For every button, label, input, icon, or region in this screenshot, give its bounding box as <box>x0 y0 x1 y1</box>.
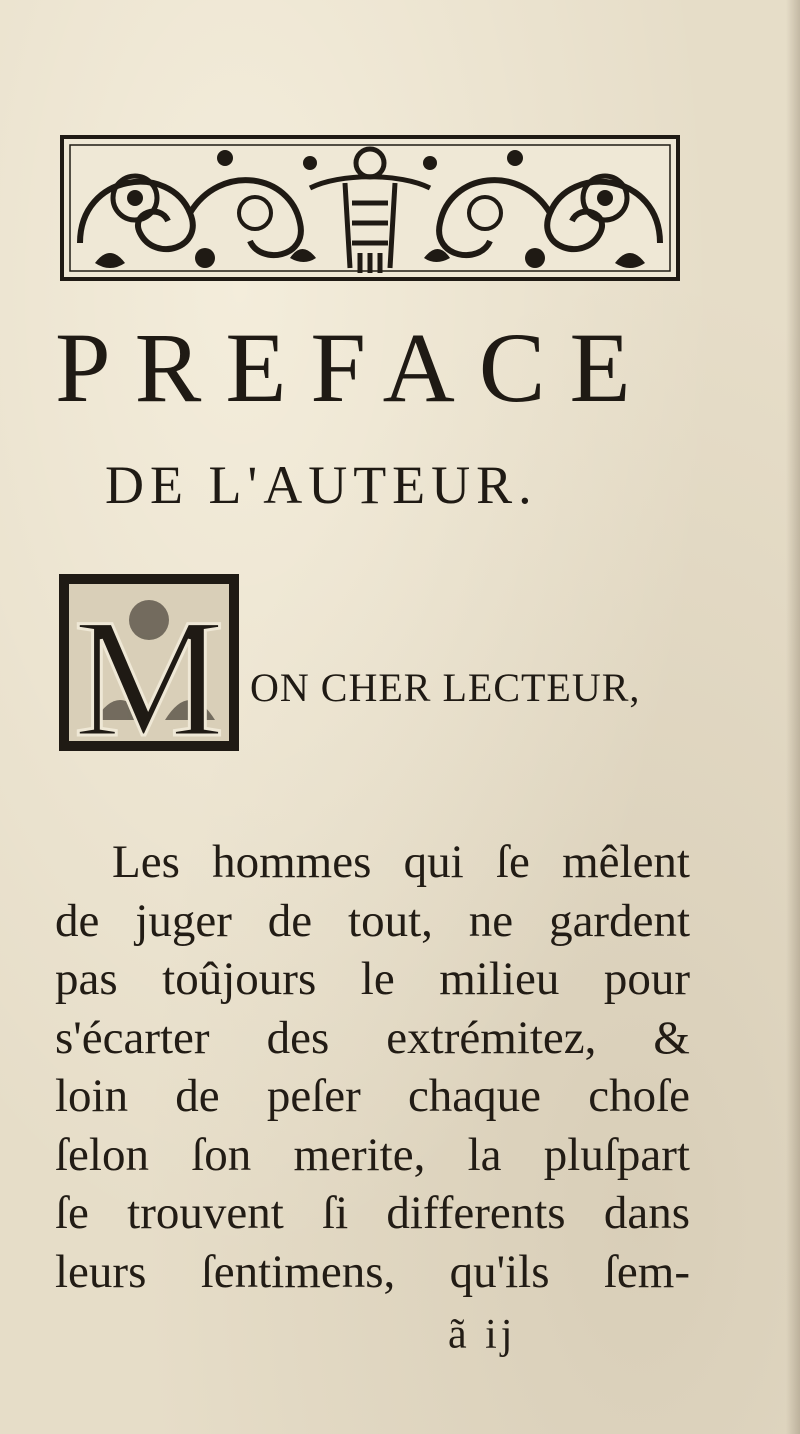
body-line: de juger de tout, ne gardent <box>55 894 690 947</box>
decorated-initial-m <box>55 570 243 755</box>
body-line: ſe trouvent ſi differents dans <box>55 1187 690 1239</box>
body-line: loin de peſer chaque choſe <box>55 1070 690 1122</box>
body-text <box>55 833 690 1303</box>
salutation: ON CHER LECTEUR, <box>250 665 641 710</box>
initial-letter: M <box>73 584 225 755</box>
body-line: ſelon ſon merite, la pluſpart <box>55 1128 690 1181</box>
body-line: pas toûjours le milieu pour <box>55 953 690 1005</box>
body-line: Les hommes qui ſe mêlent <box>112 836 690 888</box>
body-line: leurs ſentimens, qu'ils ſem- <box>55 1245 690 1298</box>
floral-headpiece-ornament <box>60 133 680 283</box>
page-edge-shadow <box>786 0 800 1434</box>
page-title: PREFACE <box>55 312 655 423</box>
page-subtitle: DE L'AUTEUR. <box>105 455 538 515</box>
signature-mark: ã ij <box>448 1312 517 1358</box>
body-line: s'écarter des extrémitez, & <box>55 1011 690 1064</box>
